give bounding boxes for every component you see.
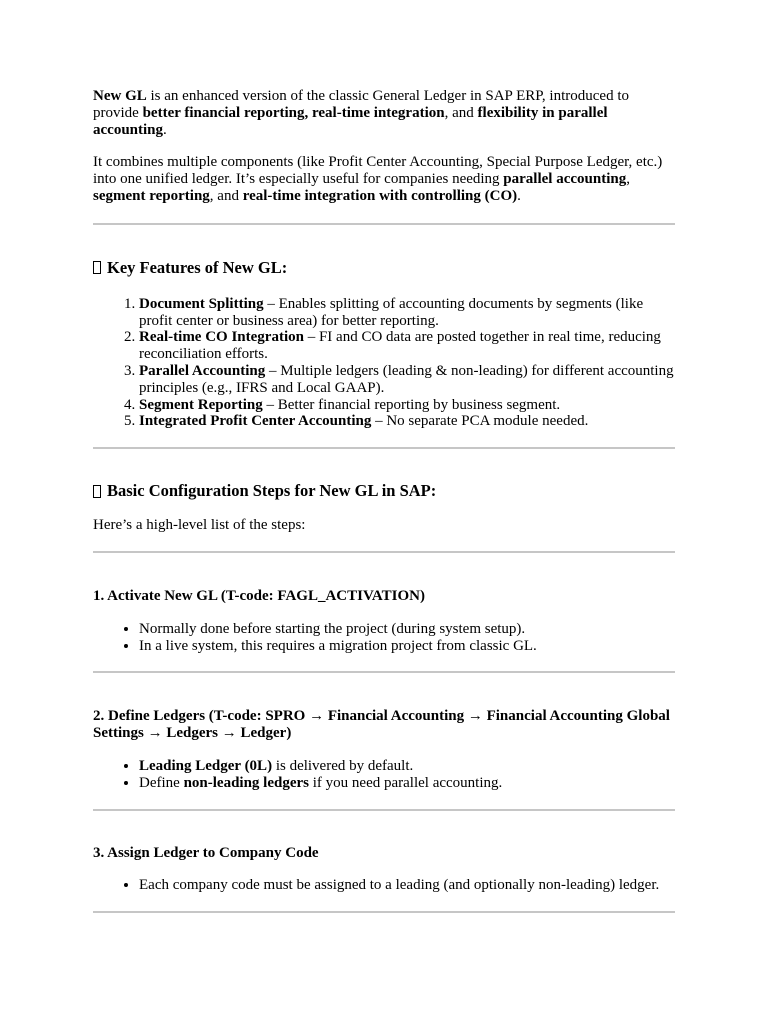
list-item: 2. Real-time CO Integration – FI and CO data are posted together in real time, reducing reconciliation efforts. — [139, 329, 675, 363]
config-intro: Here’s a high-level list of the steps: — [93, 517, 306, 534]
list-item: 3. Parallel Accounting – Multiple ledgers (leading & non-leading) for different accounting principles (e.g., IFRS and Local GAAP). — [139, 363, 675, 397]
key-features-list — [93, 296, 675, 430]
divider — [93, 671, 675, 673]
divider — [93, 447, 675, 449]
config-heading: Basic Configuration Steps for New GL in SAP: — [93, 481, 675, 501]
list-item: 1. Document Splitting – Enables splitting of accounting documents by segments (like profit center or business area) for better reporting. — [139, 296, 675, 330]
divider — [93, 809, 675, 811]
list-item: • Define non-leading ledgers if you need parallel accounting. — [139, 775, 675, 792]
steps-container — [93, 588, 675, 913]
list-item: • In a live system, this requires a migration project from classic GL. — [139, 638, 675, 655]
step-bullets — [93, 621, 675, 655]
step-heading: 3. Assign Ledger to Company Code — [93, 844, 319, 861]
list-item: • Leading Ledger (0L) is delivered by default. — [139, 758, 675, 775]
list-item: • Normally done before starting the project (during system setup). — [139, 621, 675, 638]
step-heading: 2. Define Ledgers (T-code: SPRO → Financial Accounting → Financial Accounting Global Settings → Ledgers → Ledger) — [93, 708, 670, 742]
list-item: • Each company code must be assigned to a leading (and optionally non-leading) ledger. — [139, 877, 675, 894]
divider — [93, 551, 675, 553]
document-page — [93, 88, 675, 913]
step-heading: 1. Activate New GL (T-code: FAGL_ACTIVATION) — [93, 587, 425, 604]
missing-glyph-icon — [93, 485, 101, 498]
list-item: 5. Integrated Profit Center Accounting – No separate PCA module needed. — [139, 413, 675, 430]
divider — [93, 223, 675, 225]
list-item: 4. Segment Reporting – Better financial reporting by business segment. — [139, 397, 675, 414]
missing-glyph-icon — [93, 261, 101, 274]
key-features-heading: Key Features of New GL: — [93, 258, 675, 278]
step-bullets — [93, 758, 675, 792]
intro-paragraph-1: New GL is an enhanced version of the classic General Ledger in SAP ERP, introduced to provide better financial reporting, real-time integration, and flexibility in parallel accounting. — [93, 88, 629, 138]
divider — [93, 911, 675, 913]
step-bullets — [93, 877, 675, 894]
intro-paragraph-2: It combines multiple components (like Profit Center Accounting, Special Purpose Ledger, etc.) into one unified ledger. It’s especially useful for companies needing parallel accounting, segment reporting, and real-time integration with controlling (CO). — [93, 154, 663, 204]
